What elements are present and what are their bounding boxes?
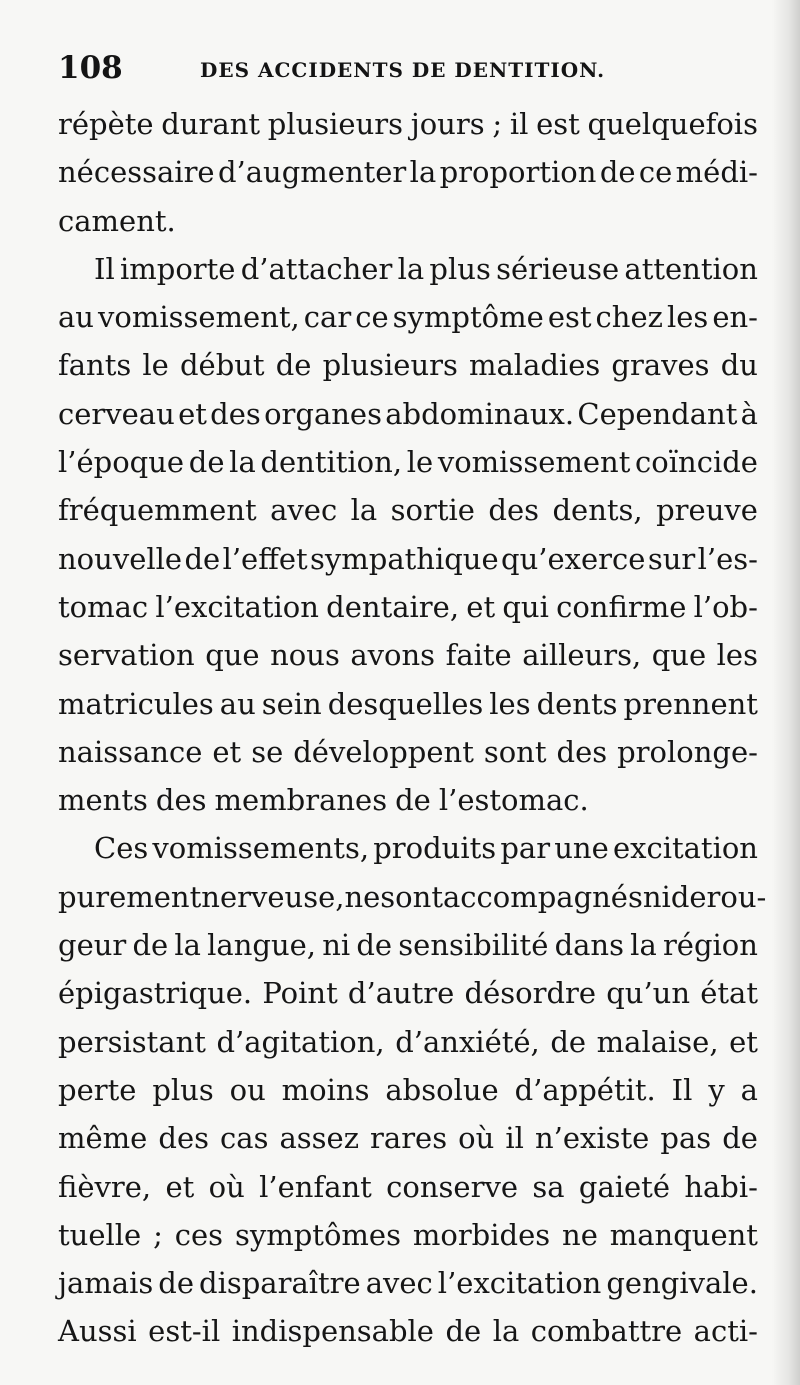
word: proportion [439,155,597,190]
word: maladies [469,348,601,383]
word: symptômes [234,1217,401,1252]
word: les [666,300,709,335]
word: ni [642,879,671,914]
word: est-il [148,1314,221,1349]
word: importe [119,251,236,286]
text-line [58,728,758,776]
text-line [58,245,758,293]
word: Cependant [577,396,738,431]
word: qu’un [606,976,691,1011]
word: ailleurs, [522,638,642,673]
word: dans [554,928,624,963]
word: ni [322,928,351,963]
word: où [208,1169,245,1204]
word: purement [58,879,202,914]
word: l’excitation [155,589,319,624]
word: nécessaire [58,155,215,190]
word: des [155,783,207,818]
word: nouvelle [58,541,183,576]
word: plusieurs [267,107,404,141]
text-line [58,1259,758,1307]
word: des [488,493,540,528]
word: en- [712,300,758,335]
word: ce [638,155,673,190]
word: plus [152,1072,214,1107]
word: pas [660,1121,712,1156]
word: de [356,928,393,963]
text-line [58,969,758,1017]
word: tuelle [58,1217,142,1252]
word: ne [344,879,381,914]
word: graves [611,348,710,383]
word: assez [279,1121,359,1156]
word: ; [153,1217,163,1252]
word: vomissements, [152,831,370,866]
text-line [58,535,758,583]
word: de [132,928,169,963]
word: conserve [386,1169,519,1204]
word: les [489,686,531,721]
word: malaise, [596,1024,719,1059]
word: prennent [623,686,758,721]
word: des [556,734,608,769]
text-line [58,1018,758,1066]
word: fréquemment [58,493,257,528]
word: Il [671,1072,693,1107]
word: sérieuse [496,251,620,286]
word: l’effet [222,541,308,576]
word: dents [536,686,618,721]
word: l’excitation [437,1266,602,1301]
text-line [58,680,758,728]
word: médi- [675,155,758,190]
text-line [58,921,758,969]
word: la [630,928,657,963]
word: l’enfant [259,1169,372,1204]
body-text [58,100,767,1356]
word: et [466,589,496,624]
text-line [58,631,758,679]
word: de [275,348,312,383]
word: la [492,1314,520,1349]
word: y [708,1072,725,1107]
word: est [536,107,580,141]
word: nous [270,638,340,673]
word: n’existe [534,1121,650,1156]
word: début [179,348,265,383]
word: à [740,396,758,431]
word: de [445,1314,482,1349]
word: geur [58,928,127,963]
page-number: 108 [58,50,123,86]
word: vomissement, [98,300,300,335]
word: sensibilité [398,928,549,963]
word: il [505,1121,524,1156]
text-line [58,486,758,534]
word: sa [532,1169,565,1204]
word: Ces [94,831,149,866]
text-line [58,873,767,921]
word: par [500,831,551,866]
word: langue, [207,928,317,963]
word: excitation [612,831,758,866]
word: chez [595,300,663,335]
text-line [58,438,758,486]
word: Point [262,976,338,1011]
word: combattre [530,1314,683,1349]
word: de [395,783,431,818]
word: jours [410,107,485,141]
text-line [58,583,758,631]
word: persistant [58,1024,206,1059]
word: de [550,1024,587,1059]
word: sur [647,541,696,576]
word: sein [261,686,322,721]
text-line [58,1114,758,1162]
word: desquelles [327,686,484,721]
word: gengivale. [606,1266,758,1301]
text-line [58,1307,758,1355]
text-line [58,100,758,148]
word: cas [220,1121,269,1156]
word: sont [380,879,443,914]
word: rares [370,1121,448,1156]
word: confirme [556,589,687,624]
word: ou [229,1072,266,1107]
word: qui [502,589,549,624]
word: prolonge- [617,734,758,769]
word: absolue [385,1072,499,1107]
word: de [599,155,636,190]
word: le [406,445,434,480]
word: organes [264,396,382,431]
word: sont [483,734,547,769]
word: rou- [706,879,767,914]
word: l’es- [697,541,758,576]
word: habi- [684,1169,758,1204]
word: Aussi [58,1314,137,1349]
word: Il [94,251,115,286]
word: cament. [58,203,176,238]
word: l’ob- [693,589,758,624]
word: indispensable [231,1314,434,1349]
word: la [350,493,378,528]
word: et [212,734,242,769]
word: état [700,976,758,1011]
word: quelquefois [587,107,758,141]
word: a [740,1072,758,1107]
word: les [716,638,758,673]
text-line [58,293,758,341]
word: d’augmenter [217,155,407,190]
page-header [58,46,758,90]
word: ne [562,1217,598,1252]
word: de [188,445,225,480]
word: des [158,1121,209,1156]
word: d’agitation, [216,1024,385,1059]
text-line [58,776,758,824]
word: manquent [609,1217,758,1252]
word: sympathique [310,541,499,576]
word: accompagnés [442,879,643,914]
word: acti- [693,1314,758,1349]
text-line [58,197,758,245]
word: morbides [412,1217,551,1252]
word: de [184,541,221,576]
text-line [58,148,758,196]
word: vomissement [437,445,631,480]
word: de [722,1121,758,1156]
word: une [554,831,609,866]
word: la [229,445,256,480]
text-line [58,824,758,872]
word: d’autre [347,976,455,1011]
word: de [158,1266,194,1301]
word: dentaire, [326,589,460,624]
word: perte [58,1072,137,1107]
word: sortie [390,493,475,528]
word: la [397,251,425,286]
word: l’estomac. [438,783,589,818]
word: car [303,300,352,335]
word: développent [293,734,474,769]
word: se [251,734,284,769]
word: que [651,638,707,673]
word: matricules [58,686,214,721]
word: et [178,396,207,431]
word: des [210,396,261,431]
word: où [458,1121,495,1156]
word: la [174,928,201,963]
word: même [58,1121,148,1156]
word: la [409,155,437,190]
word: gaieté [578,1169,670,1204]
word: désordre [464,976,597,1011]
word: dents, [552,493,643,528]
word: région [662,928,758,963]
word: il [509,107,529,141]
word: avec [365,1266,433,1301]
text-line [58,1211,758,1259]
word: ces [174,1217,224,1252]
word: plus [429,251,491,286]
word: le [142,348,169,383]
word: dentition, [260,445,403,480]
word: d’anxiété, [395,1024,540,1059]
word: abdominaux. [385,396,575,431]
word: ce [355,300,389,335]
word: avons [350,638,436,673]
word: d’attacher [240,251,393,286]
word: du [720,348,758,383]
word: de [670,879,707,914]
text-line [58,1163,758,1211]
word: ments [58,783,148,818]
word: membranes [214,783,388,818]
word: preuve [656,493,758,528]
word: l’époque [58,445,185,480]
word: tomac [58,589,149,624]
word: jamais [58,1266,154,1301]
word: plusieurs [322,348,458,383]
word: servation [58,638,195,673]
word: produits [373,831,497,866]
word: d’appétit. [514,1072,656,1107]
word: et [165,1169,195,1204]
word: disparaître [199,1266,361,1301]
word: avec [270,493,338,528]
word: naissance [58,734,203,769]
text-line [58,390,758,438]
word: nerveuse, [201,879,345,914]
word: attention [624,251,758,286]
word: épigastrique. [58,976,253,1011]
word: fièvre, [58,1169,152,1204]
word: au [58,300,94,335]
word: symptôme [392,300,544,335]
running-head: DES ACCIDENTS DE DENTITION. [200,58,606,82]
word: faite [445,638,512,673]
word: et [729,1024,758,1059]
page-edge-shadow [772,0,800,1385]
word: moins [281,1072,370,1107]
word: qu’exerce [501,541,646,576]
text-line [58,341,758,389]
word: est [547,300,592,335]
word: coïncide [635,445,758,480]
word: ; [492,107,503,141]
word: répète [58,107,154,141]
word: que [205,638,260,673]
word: cerveau [58,396,175,431]
text-line [58,1066,758,1114]
word: au [219,686,256,721]
word: fants [58,348,132,383]
word: durant [161,107,261,141]
